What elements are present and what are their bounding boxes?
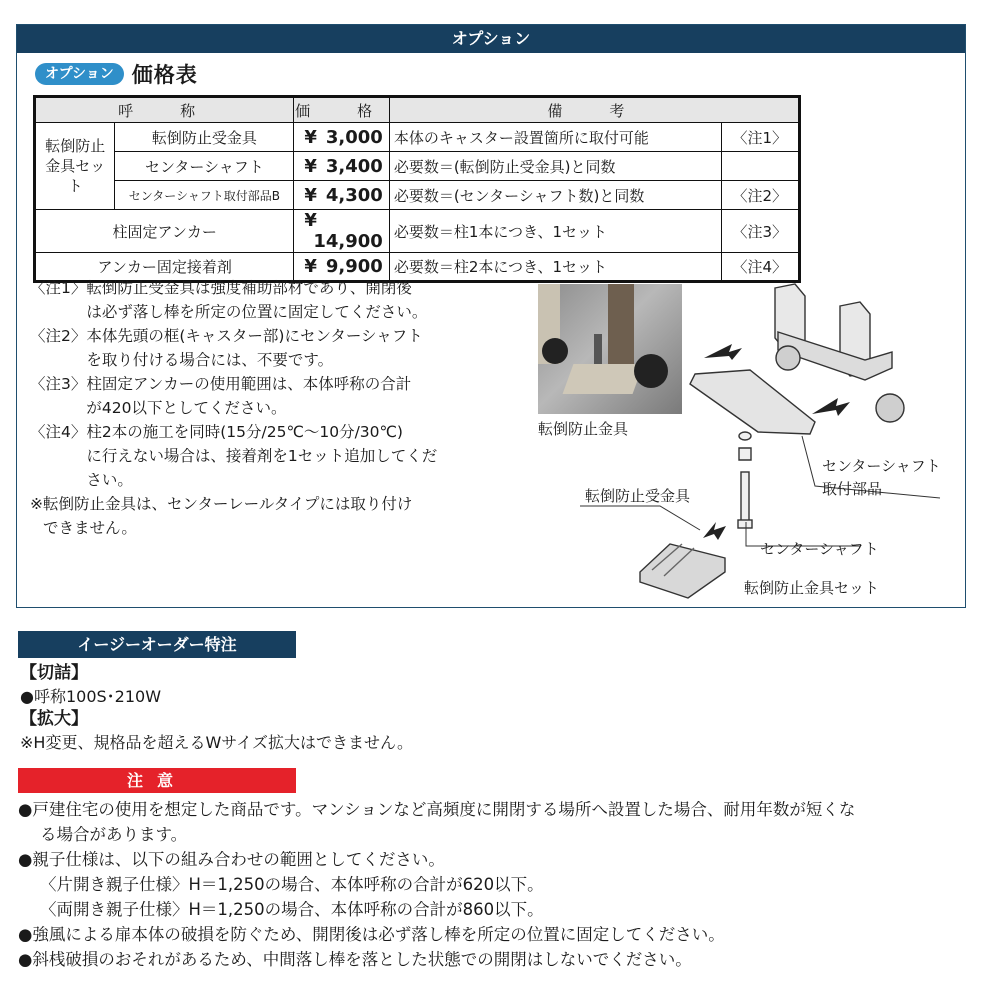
note-line: に行えない場合は、接着剤を1セット追加してくだ bbox=[86, 447, 438, 465]
note-line: を取り付ける場合には、不要です。 bbox=[86, 351, 334, 369]
note-line: 転倒防止受金具は強度補助部材であり、開閉後 bbox=[86, 279, 412, 297]
cut-heading: 【切詰】 bbox=[20, 663, 88, 683]
note-key: 〈注4〉 bbox=[30, 423, 87, 441]
mount-part-label-2: 取付部品 bbox=[822, 480, 883, 498]
easy-order-header: イージーオーダー特注 bbox=[18, 631, 296, 658]
caution-item: ●強風による扉本体の破損を防ぐため、開閉後は必ず落し棒を所定の位置に固定してください。 bbox=[18, 925, 725, 944]
notes-list bbox=[30, 276, 500, 540]
price-amount: 3,400 bbox=[325, 155, 383, 177]
option-pill: オプション bbox=[35, 63, 124, 85]
caster-frame-illustration bbox=[775, 284, 904, 422]
header-name: 呼 称 bbox=[35, 97, 294, 123]
expand-item: ※H変更、規格品を超えるWサイズ拡大はできません。 bbox=[20, 733, 413, 752]
yen-sign: ¥ bbox=[304, 210, 317, 231]
note-text bbox=[43, 492, 500, 540]
caution-header: 注意 bbox=[18, 768, 296, 793]
note-key: 〈注2〉 bbox=[30, 327, 87, 345]
table-row bbox=[35, 123, 800, 152]
row-name: 柱固定アンカー bbox=[35, 210, 294, 253]
note-text bbox=[86, 276, 500, 324]
cut-item: ●呼称100S･210W bbox=[20, 687, 162, 706]
row-note: 本体のキャスター設置箇所に取付可能 bbox=[389, 123, 721, 152]
receiver-label: 転倒防止受金具 bbox=[585, 487, 691, 505]
set-label: 転倒防止金具セット bbox=[744, 579, 880, 597]
price-title-row bbox=[35, 61, 198, 87]
row-price bbox=[294, 210, 389, 253]
table-row bbox=[35, 210, 800, 253]
header-price: 価 格 bbox=[294, 97, 389, 123]
row-ref: 〈注1〉 bbox=[721, 123, 799, 152]
note-text bbox=[86, 324, 500, 372]
group-label bbox=[35, 123, 115, 210]
expand-heading: 【拡大】 bbox=[20, 709, 88, 729]
photo-caption: 転倒防止金具 bbox=[538, 420, 629, 438]
caution-list bbox=[18, 797, 973, 972]
note-text bbox=[86, 372, 500, 420]
table-header-row bbox=[35, 97, 800, 123]
group-label-line-2: 金具セット bbox=[45, 157, 106, 195]
center-shaft-illustration bbox=[738, 432, 752, 528]
receiver-illustration bbox=[640, 544, 725, 598]
price-amount: 14,900 bbox=[313, 231, 383, 252]
note-line: 柱2本の施工を同時(15分/25℃〜10分/30℃) bbox=[86, 423, 403, 441]
caution-item: ●親子仕様は、以下の組み合わせの範囲としてください。 bbox=[18, 850, 445, 869]
assembly-diagram bbox=[520, 276, 960, 606]
note-line: 本体先頭の框(キャスター部)にセンターシャフト bbox=[86, 327, 423, 345]
table-row bbox=[35, 181, 800, 210]
row-ref: 〈注2〉 bbox=[721, 181, 799, 210]
row-price bbox=[294, 152, 389, 181]
row-price bbox=[294, 181, 389, 210]
note-line: は必ず落し棒を所定の位置に固定してください。 bbox=[86, 303, 428, 321]
caution-subitem: 〈片開き親子仕様〉H＝1,250の場合、本体呼称の合計が620以下。 bbox=[40, 875, 544, 894]
price-table bbox=[33, 95, 801, 283]
row-note: 必要数＝(転倒防止受金具)と同数 bbox=[389, 152, 721, 181]
note-text bbox=[86, 420, 500, 492]
note-key: 〈注3〉 bbox=[30, 375, 87, 393]
price-amount: 9,900 bbox=[325, 256, 383, 277]
note-item bbox=[30, 324, 500, 372]
fall-prevention-bracket-illustration bbox=[690, 370, 815, 434]
caution-item: ●戸建住宅の使用を想定した商品です。マンションなど高頻度に開閉する場所へ設置した場合、耐用年数が短くな bbox=[18, 800, 856, 819]
note-item bbox=[30, 420, 500, 492]
note-line: が420以下としてください。 bbox=[86, 399, 287, 417]
note-item bbox=[30, 276, 500, 324]
row-price bbox=[294, 123, 389, 152]
row-ref bbox=[721, 152, 799, 181]
row-name: アンカー固定接着剤 bbox=[35, 253, 294, 282]
yen-sign: ¥ bbox=[304, 126, 317, 148]
easy-order-body bbox=[20, 662, 413, 754]
yen-sign: ¥ bbox=[304, 256, 317, 277]
row-note: 必要数＝(センターシャフト数)と同数 bbox=[389, 181, 721, 210]
price-amount: 3,000 bbox=[325, 126, 383, 148]
options-header: オプション bbox=[17, 25, 965, 53]
note-line: 転倒防止金具は、センターレールタイプには取り付け bbox=[43, 495, 413, 513]
note-key: 〈注1〉 bbox=[30, 279, 87, 297]
yen-sign: ¥ bbox=[304, 184, 317, 206]
row-ref: 〈注3〉 bbox=[721, 210, 799, 253]
mount-part-label-1: センターシャフト bbox=[822, 457, 941, 475]
table-row bbox=[35, 152, 800, 181]
note-line: 柱固定アンカーの使用範囲は、本体呼称の合計 bbox=[86, 375, 412, 393]
yen-sign: ¥ bbox=[304, 155, 317, 177]
caution-item-continued: る場合があります。 bbox=[40, 825, 188, 844]
note-item bbox=[30, 492, 500, 540]
row-name: センターシャフト bbox=[115, 152, 294, 181]
header-remarks: 備 考 bbox=[389, 97, 799, 123]
row-note: 必要数＝柱1本につき、1セット bbox=[389, 210, 721, 253]
row-ref: 〈注4〉 bbox=[721, 253, 799, 282]
group-label-line-1: 転倒防止 bbox=[45, 137, 106, 155]
caution-item: ●斜桟破損のおそれがあるため、中間落し棒を落とした状態での開閉はしないでください。 bbox=[18, 950, 692, 969]
shaft-label: センターシャフト bbox=[760, 540, 879, 558]
row-name: センターシャフト取付部品B bbox=[115, 181, 294, 210]
note-line: さい。 bbox=[86, 471, 133, 489]
row-note: 必要数＝柱2本につき、1セット bbox=[389, 253, 721, 282]
note-line: できません。 bbox=[43, 519, 137, 537]
row-name: 転倒防止受金具 bbox=[115, 123, 294, 152]
note-item bbox=[30, 372, 500, 420]
note-key: ※ bbox=[30, 495, 43, 513]
price-amount: 4,300 bbox=[325, 184, 383, 206]
caution-subitem: 〈両開き親子仕様〉H＝1,250の場合、本体呼称の合計が860以下。 bbox=[40, 900, 544, 919]
price-title: 価格表 bbox=[131, 63, 198, 87]
